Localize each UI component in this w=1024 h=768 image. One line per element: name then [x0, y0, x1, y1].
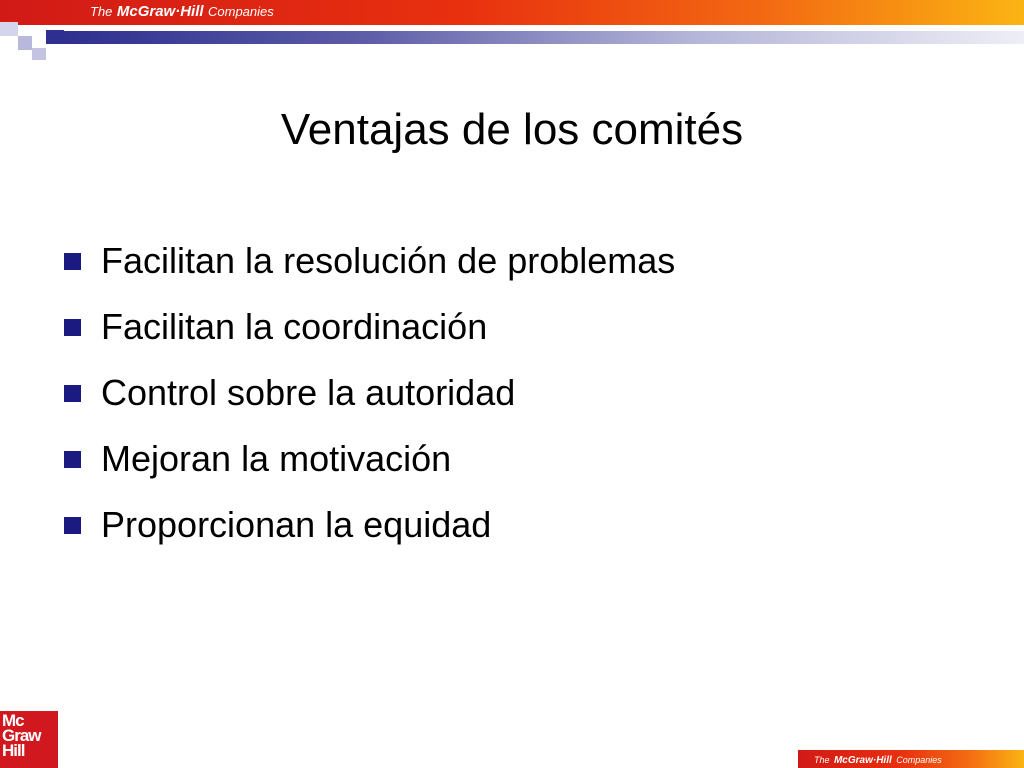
footer-brand-name: McGraw·Hill: [833, 755, 892, 766]
decorative-blue-bar: [64, 31, 1024, 44]
bullet-item: [64, 294, 675, 360]
banner-brand-the: The: [90, 4, 113, 19]
bullet-item: [64, 228, 675, 294]
top-brand-banner: [0, 0, 1024, 25]
bullet-text: Control sobre la autoridad: [101, 372, 516, 413]
slide-title: Ventajas de los comités: [280, 105, 744, 154]
bullet-square-icon: [64, 253, 81, 270]
bullet-square-icon: [64, 517, 81, 534]
bullet-square-icon: [64, 319, 81, 336]
decorative-square: [32, 48, 46, 60]
decorative-square: [18, 36, 32, 50]
footer-brand-bar: [798, 750, 1024, 768]
bullet-item: [64, 426, 675, 492]
bullet-square-icon: [64, 385, 81, 402]
logo-line-graw: Graw: [2, 726, 41, 745]
footer-brand-text: [814, 752, 942, 768]
footer-brand-the: The: [814, 755, 830, 765]
decorative-square: [46, 30, 64, 44]
bullet-text: Facilitan la coordinación: [101, 306, 488, 347]
logo-line-hill: Hill: [2, 741, 25, 760]
banner-brand-name: McGraw·Hill: [116, 3, 204, 20]
bullet-item: [64, 492, 675, 558]
decorative-square: [0, 22, 18, 36]
mcgraw-hill-logo: [0, 711, 58, 768]
bullet-square-icon: [64, 451, 81, 468]
logo-line-mc: Mc: [2, 711, 24, 730]
banner-brand-text: [90, 3, 274, 21]
bullet-list: [64, 228, 675, 558]
bullet-item: [64, 360, 675, 426]
footer-brand-companies: Companies: [896, 755, 942, 765]
bullet-text: Facilitan la resolución de problemas: [101, 240, 676, 281]
banner-brand-companies: Companies: [208, 4, 274, 19]
bullet-text: Proporcionan la equidad: [101, 504, 492, 545]
bullet-text: Mejoran la motivación: [101, 438, 452, 479]
